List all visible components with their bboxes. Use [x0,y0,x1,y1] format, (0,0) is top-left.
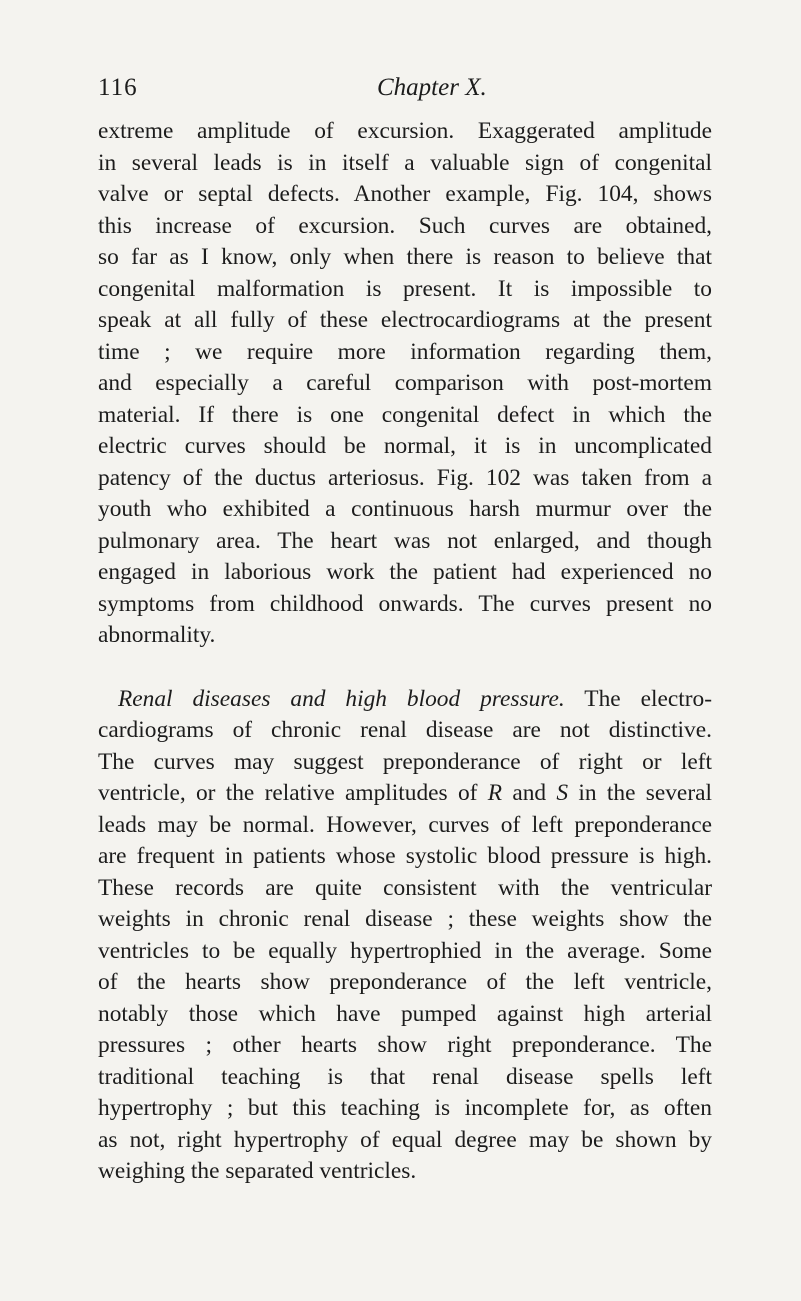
text-line: hypertrophy ; but this teaching is incomplete for, as often [98,1095,712,1121]
line-tail: in the several [578,780,712,806]
text-line: speak at all fully of these electrocardiograms at the present [98,307,712,333]
text-line: symptoms from childhood onwards. The curves present no [98,590,712,617]
paragraph-gap [98,652,712,684]
text-line: leads may be normal. However, curves of left preponderance [98,811,712,838]
word-and: and [512,780,547,806]
symbol-r: R [487,780,503,806]
text-line: material. If there is one congenital defect in which the [98,401,712,428]
text-line: notably those which have pumped against high arterial [98,1000,712,1027]
symbol-s: S [556,780,569,806]
text-line: extreme amplitude of excursion. Exaggerated amplitude [98,118,712,144]
text-line: this increase of excursion. Such curves are obtained, [98,212,712,239]
text-line [98,778,712,810]
text-line: weights in chronic renal disease ; these weights show the [98,906,712,932]
text-line: youth who exhibited a continuous harsh murmur over the [98,496,712,522]
text-line: time ; we require more information regarding them, [98,338,712,365]
text-line: engaged in laborious work the patient had experienced no [98,559,712,585]
text-line: so far as I know, only when there is reason to believe that [98,244,712,270]
text-line: in several leads is in itself a valuable sign of congenital [98,149,712,176]
text-line: pulmonary area. The heart was not enlarged, and though [98,527,712,554]
text-line: of the hearts show preponderance of the left ventricle, [98,969,712,995]
text-line: electric curves should be normal, it is in uncomplicated [98,433,712,459]
text-line: patency of the ductus arteriosus. Fig. 102 was taken from a [98,464,712,491]
body-text [98,116,712,1188]
text-line: abnormality. [98,622,216,648]
paragraph-1 [98,116,712,652]
text-line: valve or septal defects. Another example, Fig. 104, shows [98,181,712,207]
text-line: congenital malformation is present. It is impossible to [98,275,712,302]
text-line: These records are quite consistent with the ventricular [98,874,712,901]
text-line: The curves may suggest preponderance of right or left [98,748,712,775]
page-number: 116 [98,74,138,101]
text-line: pressures ; other hearts show right preponderance. The [98,1032,712,1058]
text-line: as not, right hypertrophy of equal degree may be shown by [98,1126,712,1153]
text-line: weighing the separated ventricles. [98,1158,417,1184]
section-heading: Renal diseases and high blood pressure. [118,685,565,712]
paragraph-2 [98,684,712,1188]
text-line: traditional teaching is that renal disease spells left [98,1063,712,1090]
text-line: and especially a careful comparison with post-mortem [98,370,712,396]
line-start: ventricle, or the relative amplitudes of [98,780,478,806]
text-line: are frequent in patients whose systolic blood pressure is high. [98,843,712,869]
page-header [98,74,712,110]
text-line: cardiograms of chronic renal disease are not distinctive. [98,717,712,743]
heading-continuation: The electro- [584,685,712,712]
running-head: Chapter X. [377,74,487,101]
text-line [98,684,712,716]
text-line: ventricles to be equally hypertrophied in the average. Some [98,937,712,964]
